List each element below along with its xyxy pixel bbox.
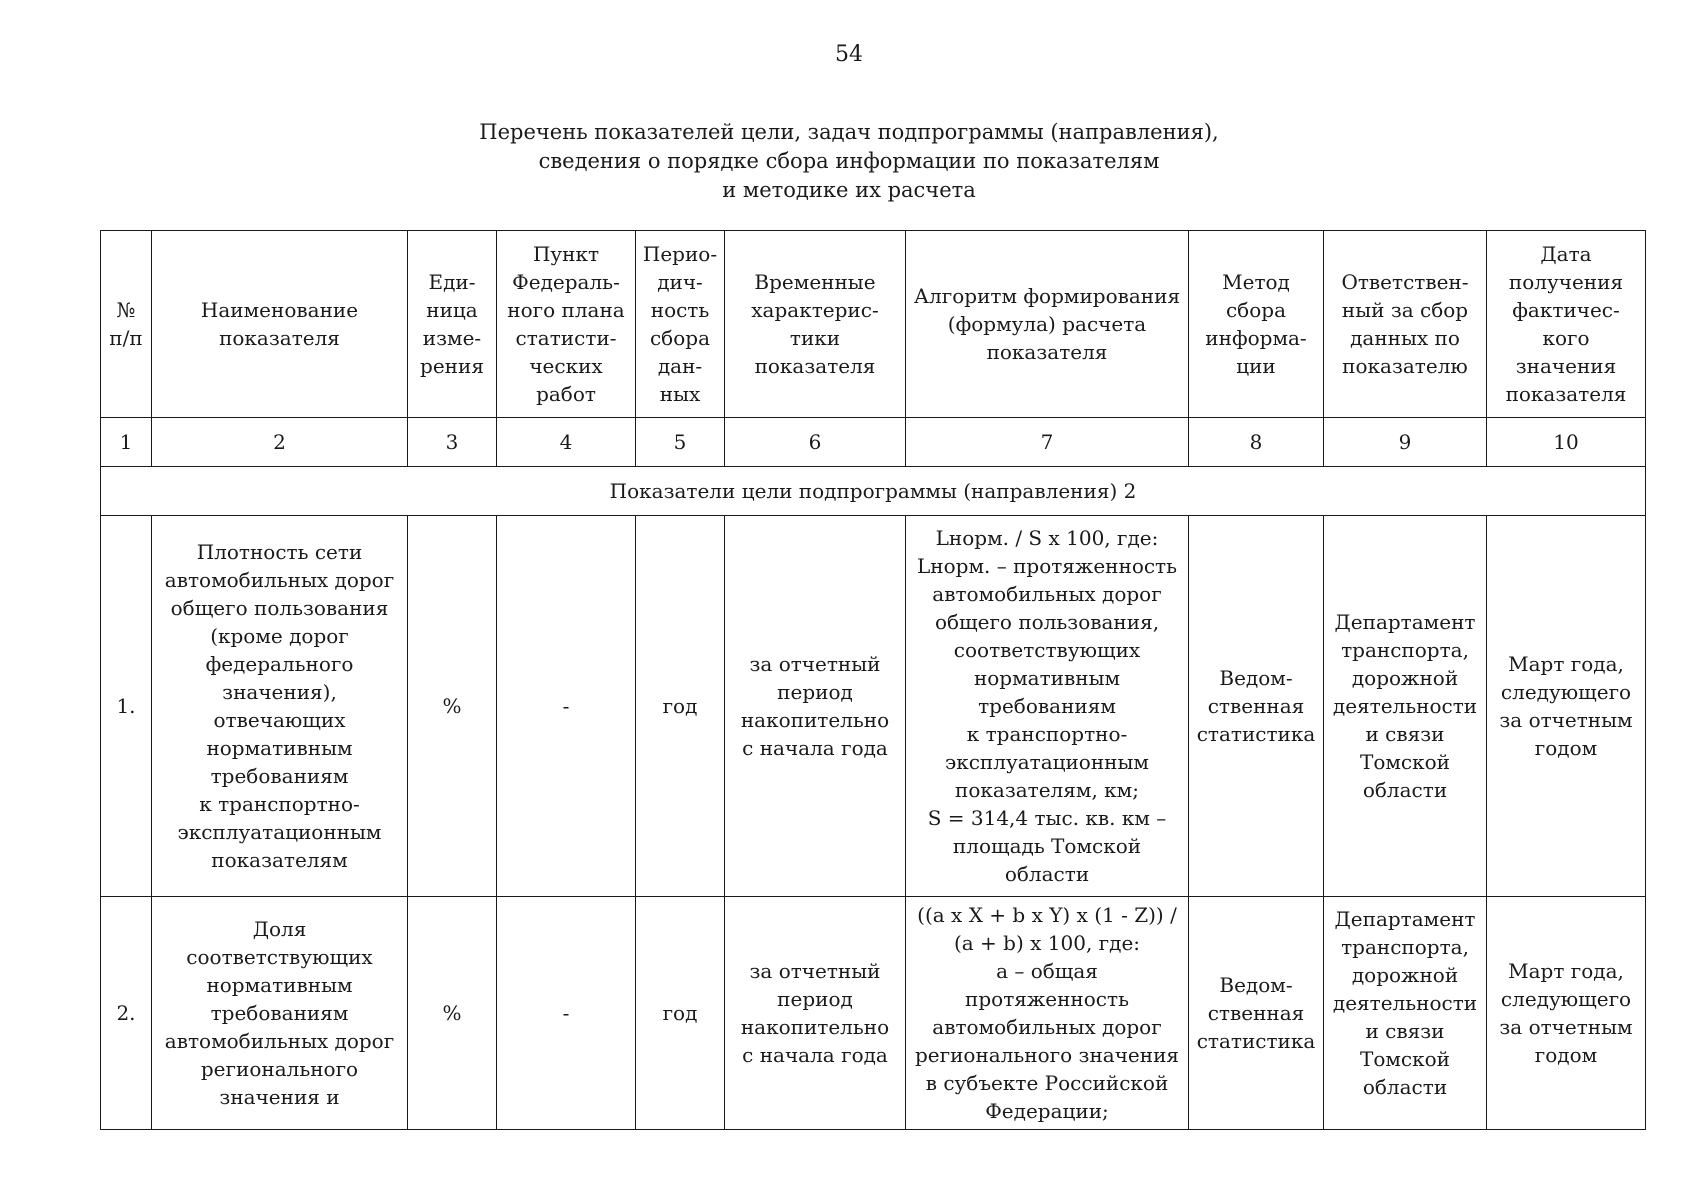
column-number: 10 (1487, 418, 1646, 467)
column-numbers-row (101, 418, 1646, 467)
header-method: Метод сбора информа- ции (1189, 231, 1324, 418)
table-row (101, 897, 1646, 1130)
row-formula: Lнорм. / S x 100, где: Lнорм. – протяженность автомобильных дорог общего пользования, соответствующих нормативным требованиям к транспортно- эксплуатационным показателям, км; S = 314,4 тыс. кв. км – площадь Томской области (906, 516, 1189, 897)
column-number: 8 (1189, 418, 1324, 467)
row-federal-plan: - (497, 516, 636, 897)
header-responsible: Ответствен- ный за сбор данных по показателю (1324, 231, 1487, 418)
header-federal-plan: Пункт Федераль- ного плана статисти- ческих работ (497, 231, 636, 418)
document-title (0, 118, 1698, 205)
table-row (101, 516, 1646, 897)
column-number: 1 (101, 418, 152, 467)
row-indicator-name: Плотность сети автомобильных дорог общего пользования (кроме дорог федерального значения), отвечающих нормативным требованиям к транспортно- эксплуатационным показателям (152, 516, 408, 897)
page-number: 54 (835, 42, 863, 67)
section-row (101, 467, 1646, 516)
row-responsible: Департамент транспорта, дорожной деятельности и связи Томской области (1324, 897, 1487, 1130)
column-number: 4 (497, 418, 636, 467)
header-periodicity: Перио- дич- ность сбора дан- ных (636, 231, 725, 418)
title-line-3: и методике их расчета (722, 178, 976, 202)
row-date: Март года, следующего за отчетным годом (1487, 516, 1646, 897)
column-number: 9 (1324, 418, 1487, 467)
title-line-2: сведения о порядке сбора информации по показателям (538, 149, 1160, 173)
row-index: 2. (101, 897, 152, 1130)
row-method: Ведом- ственная статистика (1189, 516, 1324, 897)
column-number: 7 (906, 418, 1189, 467)
section-title: Показатели цели подпрограммы (направления) 2 (101, 467, 1646, 516)
header-number: № п/п (101, 231, 152, 418)
row-indicator-name: Доля соответствующих нормативным требованиям автомобильных дорог регионального значения и (152, 897, 408, 1130)
column-number: 6 (725, 418, 906, 467)
row-index: 1. (101, 516, 152, 897)
row-federal-plan: - (497, 897, 636, 1130)
column-number: 5 (636, 418, 725, 467)
header-time-characteristics: Временные характерис- тики показателя (725, 231, 906, 418)
row-unit: % (408, 516, 497, 897)
row-method: Ведом- ственная статистика (1189, 897, 1324, 1130)
header-indicator-name: Наименование показателя (152, 231, 408, 418)
row-date: Март года, следующего за отчетным годом (1487, 897, 1646, 1130)
title-line-1: Перечень показателей цели, задач подпрограммы (направления), (479, 120, 1219, 144)
header-row (101, 231, 1646, 418)
row-time-characteristics: за отчетный период накопительно с начала года (725, 897, 906, 1130)
header-formula: Алгоритм формирования (формула) расчета показателя (906, 231, 1189, 418)
indicators-table (100, 230, 1646, 1130)
row-unit: % (408, 897, 497, 1130)
row-time-characteristics: за отчетный период накопительно с начала года (725, 516, 906, 897)
row-formula: ((a x X + b x Y) x (1 - Z)) / (a + b) x 100, где: a – общая протяженность автомобильных дорог регионального значения в субъекте Российской Федерации; (906, 897, 1189, 1130)
column-number: 2 (152, 418, 408, 467)
header-date: Дата получения фактичес- кого значения показателя (1487, 231, 1646, 418)
row-periodicity: год (636, 516, 725, 897)
row-periodicity: год (636, 897, 725, 1130)
row-responsible: Департамент транспорта, дорожной деятельности и связи Томской области (1324, 516, 1487, 897)
header-unit: Еди- ница изме- рения (408, 231, 497, 418)
column-number: 3 (408, 418, 497, 467)
